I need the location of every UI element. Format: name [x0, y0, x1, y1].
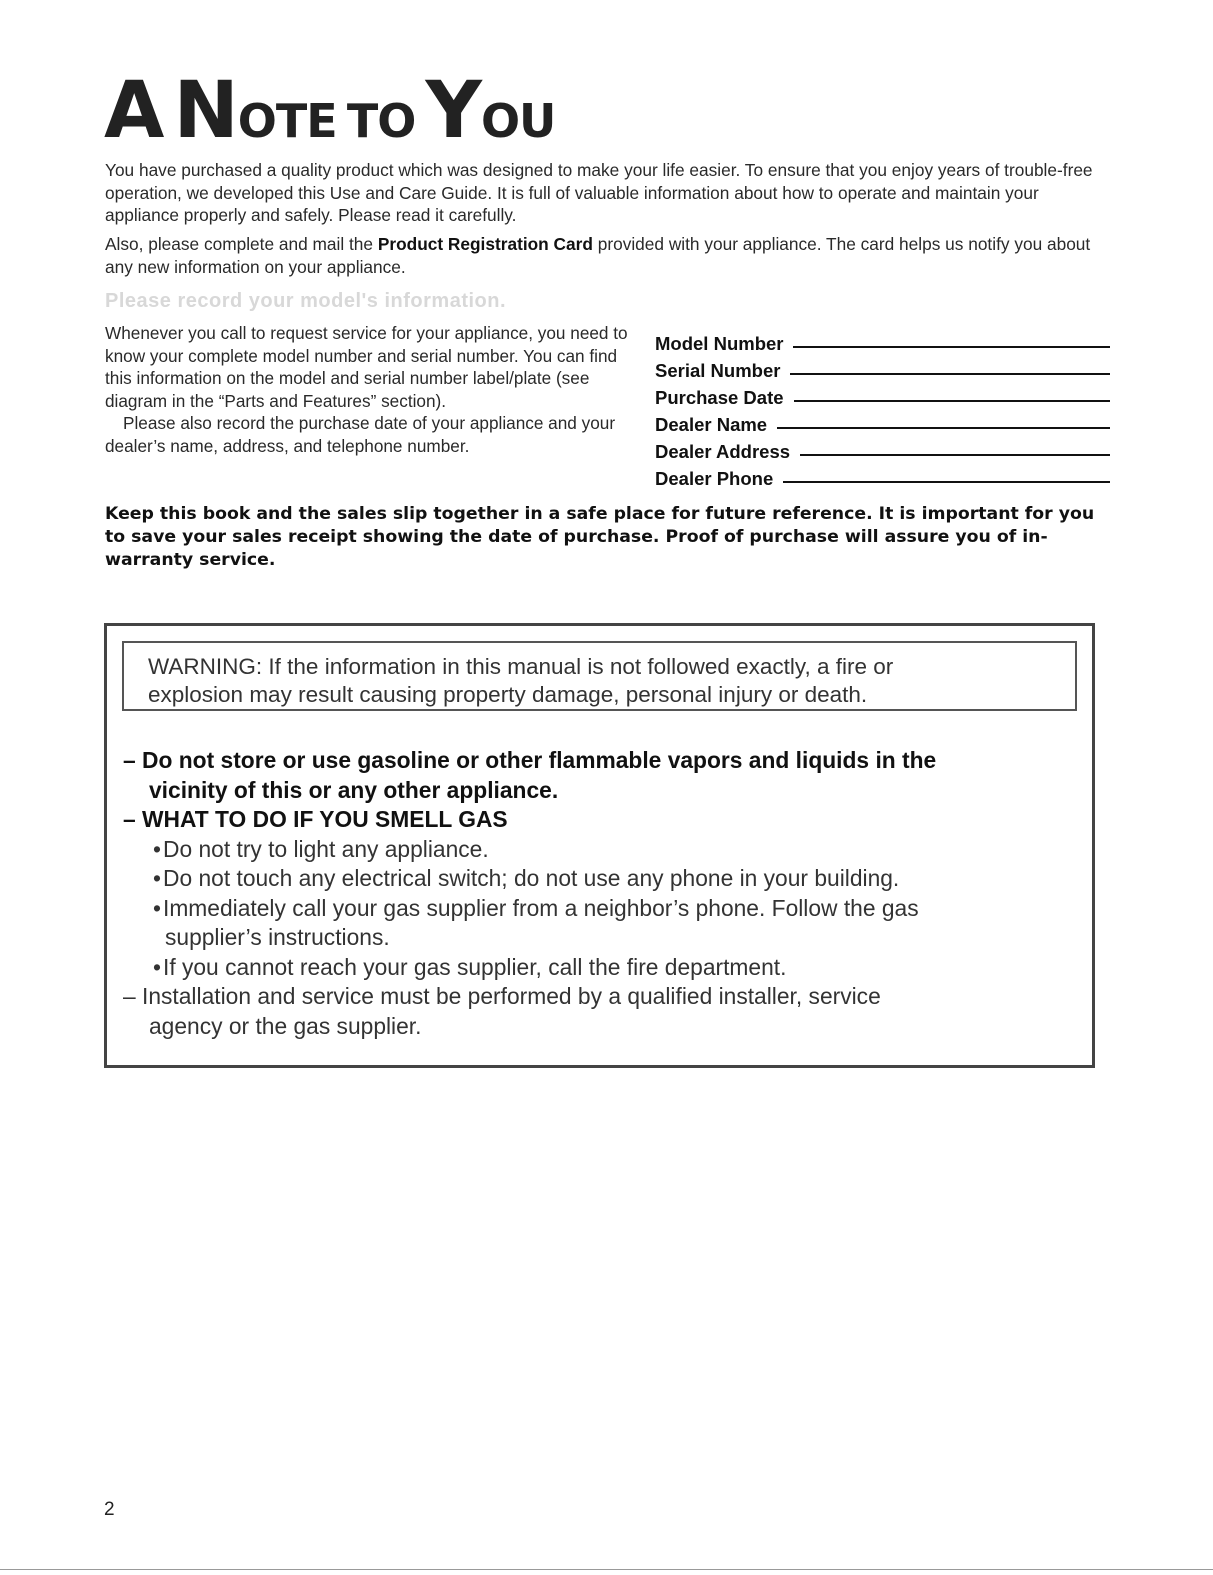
registration-text-before: Also, please complete and mail the — [105, 234, 378, 254]
serial-number-field — [655, 354, 1110, 381]
record-paragraph-2: Please also record the purchase date of your appliance and your dealer’s name, address, and telephone number. — [105, 413, 616, 456]
bullet-icon: • — [153, 953, 161, 980]
bullet-icon: • — [153, 865, 161, 891]
warning-bullet — [123, 953, 1072, 983]
record-heading: Please record your model's information. — [105, 290, 507, 312]
record-instructions — [105, 322, 630, 457]
footer-divider — [0, 1569, 1213, 1570]
bullet-icon: • — [153, 835, 161, 862]
registration-paragraph — [105, 233, 1110, 278]
fill-in-line[interactable] — [800, 454, 1110, 456]
purchase-date-field — [655, 381, 1110, 408]
dealer-phone-field — [655, 462, 1110, 489]
fill-in-line[interactable] — [793, 346, 1110, 348]
record-form — [655, 327, 1110, 489]
field-label: Dealer Phone — [655, 467, 774, 489]
fill-in-line[interactable] — [794, 400, 1110, 402]
warning-line: – Do not store or use gasoline or other flammable vapors and liquids in the — [123, 747, 937, 773]
warning-bullet — [123, 894, 1072, 924]
title-part-y: Y — [425, 66, 481, 156]
field-label: Model Number — [655, 332, 784, 354]
bullet-icon: • — [153, 894, 161, 921]
title-part-to: TO — [346, 94, 416, 148]
page-title — [104, 66, 556, 156]
field-label: Serial Number — [655, 359, 781, 381]
keep-receipt-notice: Keep this book and the sales slip together in a safe place for future reference. It is important for you to save your sales receipt showing the date of purchase. Proof of purchase will assure you of in-warranty service. — [105, 504, 1095, 570]
dealer-name-field — [655, 408, 1110, 435]
page-number: 2 — [104, 1499, 115, 1520]
intro-paragraph: You have purchased a quality product which was designed to make your life easier. To ensure that you enjoy years of trouble-free operation, we developed this Use and Care Guide. It is full of valuable information about how to operate and maintain your appliance properly and safely. Please read it carefully. — [105, 160, 1093, 225]
warning-line: – Installation and service must be performed by a qualified installer, service — [123, 983, 881, 1009]
registration-text-after: provided with your appliance. The card helps us notify you about any new information on your appliance. — [105, 234, 1091, 277]
warning-line: vicinity of this or any other appliance. — [149, 776, 559, 803]
fill-in-line[interactable] — [783, 481, 1110, 483]
registration-card-term: Product Registration Card — [377, 234, 593, 254]
fill-in-line[interactable] — [790, 373, 1110, 375]
warning-line: agency or the gas supplier. — [149, 1012, 422, 1039]
field-label: Dealer Name — [655, 413, 768, 435]
warning-header-line-1: WARNING: If the information in this manual is not followed exactly, a fire or — [148, 654, 894, 679]
model-number-field — [655, 327, 1110, 354]
gas-warning-box — [104, 623, 1095, 1068]
warning-instructions — [123, 746, 1072, 1041]
warning-bullet — [123, 864, 1072, 894]
bullet-text: Do not try to light any appliance. — [162, 835, 489, 862]
field-label: Dealer Address — [655, 440, 791, 462]
bullet-text: Immediately call your gas supplier from a neighbor’s phone. Follow the gas — [162, 894, 919, 921]
smell-gas-heading: – WHAT TO DO IF YOU SMELL GAS — [123, 806, 508, 832]
warning-header — [124, 643, 1075, 709]
title-part-ote: OTE — [237, 94, 337, 148]
dealer-address-field — [655, 435, 1110, 462]
title-part-n: N — [173, 66, 238, 156]
bullet-text: If you cannot reach your gas supplier, call the fire department. — [162, 953, 787, 980]
warning-bullet-continued: supplier’s instructions. — [165, 924, 390, 950]
title-part-ou: OU — [480, 94, 556, 148]
record-paragraph-1: Whenever you call to request service for your appliance, you need to know your complete model number and serial number. You can find this information on the model and serial number label/plate (see diagram in the “Parts and Features” section). — [105, 323, 628, 411]
bullet-text: Do not touch any electrical switch; do not use any phone in your building. — [162, 865, 900, 891]
warning-bullet — [123, 835, 1072, 865]
title-part-a: A — [104, 66, 164, 156]
field-label: Purchase Date — [655, 386, 784, 408]
fill-in-line[interactable] — [777, 427, 1110, 429]
warning-header-box — [122, 641, 1077, 711]
warning-header-line-2: explosion may result causing property damage, personal injury or death. — [148, 682, 868, 707]
